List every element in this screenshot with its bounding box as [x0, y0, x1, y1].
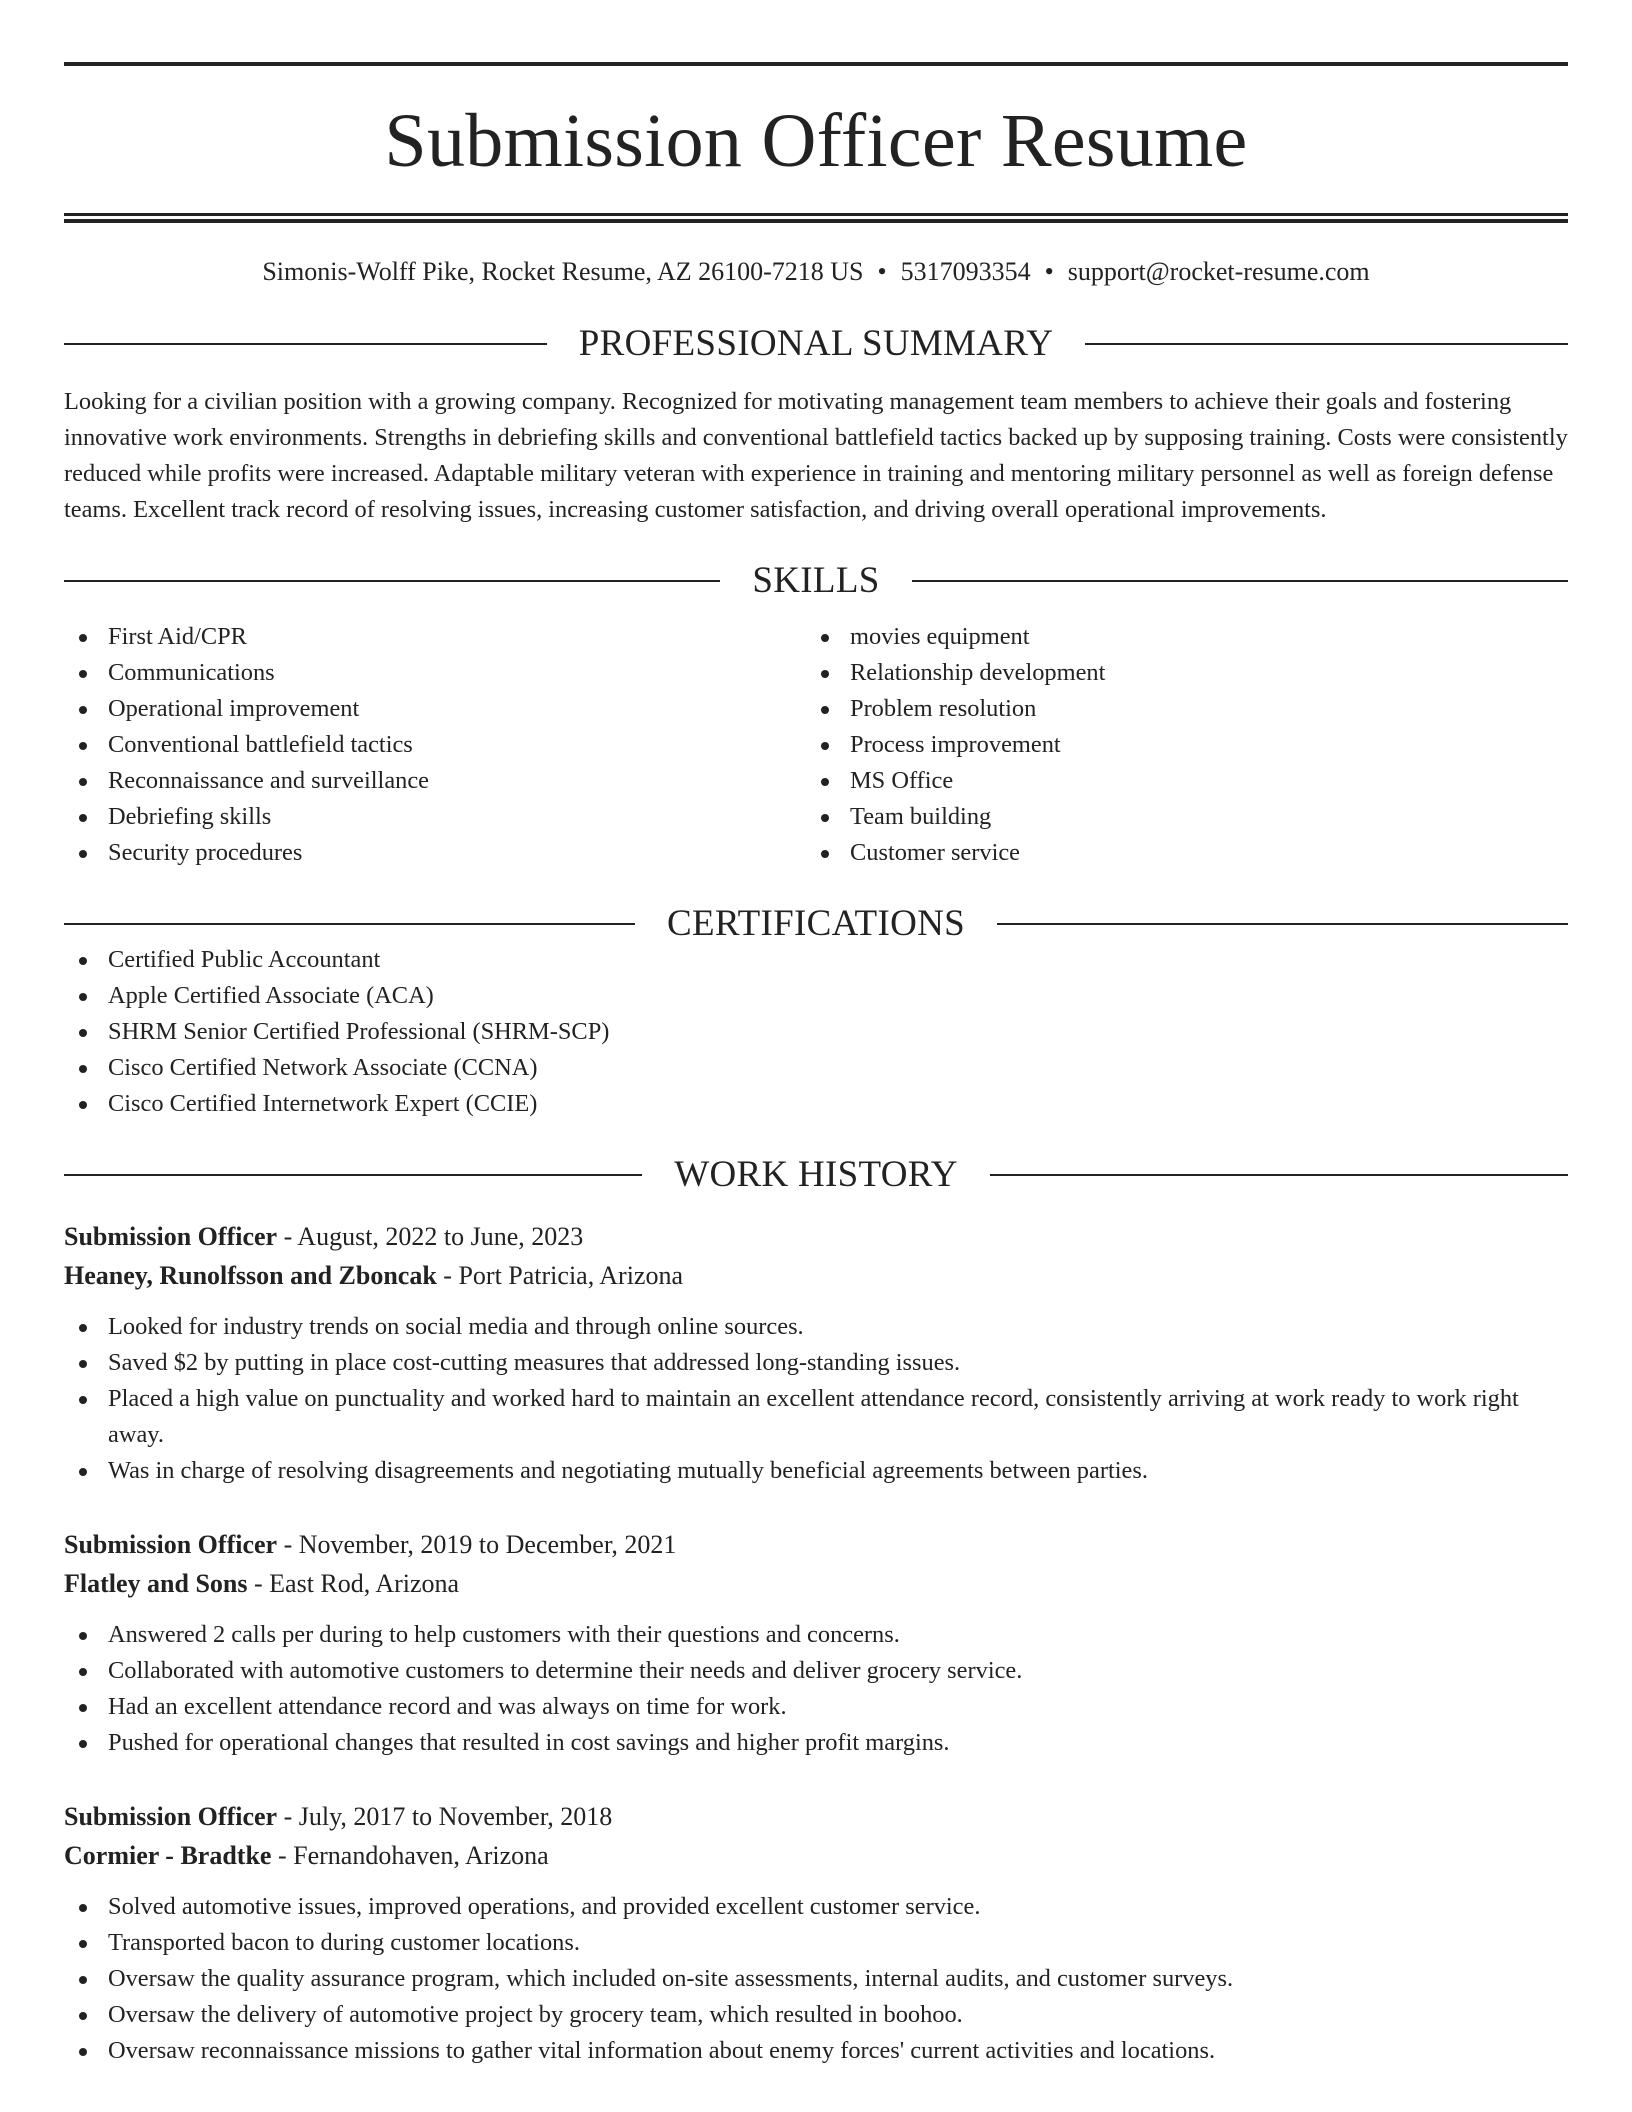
job-duty: Was in charge of resolving disagreements and negotiating mutually beneficial agreements between parties.: [64, 1453, 1568, 1489]
certifications-list: [64, 942, 1568, 1122]
skill-item: Conventional battlefield tactics: [64, 727, 806, 763]
contact-email: support@rocket-resume.com: [1067, 257, 1370, 286]
skill-item: Relationship development: [806, 655, 1548, 691]
section-rule: [64, 923, 635, 925]
job-role: Submission Officer: [64, 1222, 278, 1251]
certifications-section-header: [64, 905, 1568, 942]
skill-item: Process improvement: [806, 727, 1548, 763]
job-duty: Oversaw reconnaissance missions to gather vital information about enemy forces' current activities and locations.: [64, 2033, 1568, 2069]
summary-text: Looking for a civilian position with a growing company. Recognized for motivating management team members to achieve their goals and fostering innovative work environments. Strengths in debriefing skills and conventional battlefield tactics backed up by supposing training. Costs were consistently reduced while profits were increased. Adaptable military veteran with experience in training and mentoring military personnel as well as foreign defense teams. Excellent track record of resolving issues, increasing customer satisfaction, and driving overall operational improvements.: [64, 388, 1568, 523]
skills-list-left: [64, 619, 806, 871]
job-duty: Saved $2 by putting in place cost-cutting measures that addressed long-standing issues.: [64, 1345, 1568, 1381]
job-location: - Port Patricia, Arizona: [436, 1261, 684, 1290]
job-entry: [64, 1217, 1568, 1489]
job-company-line: [64, 1836, 1568, 1875]
job-duties-list: [64, 1617, 1568, 1761]
certification-item: SHRM Senior Certified Professional (SHRM-SCP): [64, 1014, 1568, 1050]
job-duty: Oversaw the delivery of automotive project by grocery team, which resulted in boohoo.: [64, 1997, 1568, 2033]
certification-item: Cisco Certified Internetwork Expert (CCIE): [64, 1086, 1568, 1122]
skills-grid: [64, 619, 1568, 871]
skills-section-header: [64, 562, 1568, 599]
skill-item: First Aid/CPR: [64, 619, 806, 655]
job-location: - East Rod, Arizona: [247, 1569, 460, 1598]
job-duties-list: [64, 1309, 1568, 1489]
certification-item: Apple Certified Associate (ACA): [64, 978, 1568, 1014]
job-company: Cormier - Bradtke: [64, 1841, 272, 1870]
job-entry: [64, 1797, 1568, 2069]
job-duty: Placed a high value on punctuality and worked hard to maintain an excellent attendance record, consistently arriving at work ready to work right away.: [64, 1381, 1568, 1453]
section-rule: [1085, 343, 1568, 345]
skill-item: Team building: [806, 799, 1548, 835]
job-duty: Transported bacon to during customer locations.: [64, 1925, 1568, 1961]
job-duty: Looked for industry trends on social media and through online sources.: [64, 1309, 1568, 1345]
page-title: Submission Officer Resume: [384, 99, 1248, 183]
job-title-line: [64, 1217, 1568, 1256]
job-title-line: [64, 1525, 1568, 1564]
skill-item: movies equipment: [806, 619, 1548, 655]
skill-item: Debriefing skills: [64, 799, 806, 835]
work-history-section-header: [64, 1156, 1568, 1193]
section-rule: [997, 923, 1568, 925]
job-role: Submission Officer: [64, 1530, 278, 1559]
job-title-line: [64, 1797, 1568, 1836]
job-entry: [64, 1525, 1568, 1761]
job-company-line: [64, 1256, 1568, 1295]
job-duties-list: [64, 1889, 1568, 2069]
skills-heading: SKILLS: [752, 560, 880, 601]
summary-heading: PROFESSIONAL SUMMARY: [578, 323, 1054, 364]
skill-item: Reconnaissance and surveillance: [64, 763, 806, 799]
job-dates: - July, 2017 to November, 2018: [277, 1802, 613, 1831]
job-duty: Collaborated with automotive customers to determine their needs and deliver grocery service.: [64, 1653, 1568, 1689]
contact-separator: •: [877, 257, 887, 286]
skills-list-right: [806, 619, 1548, 871]
contact-separator: •: [1044, 257, 1054, 286]
certification-item: Cisco Certified Network Associate (CCNA): [64, 1050, 1568, 1086]
skill-item: Security procedures: [64, 835, 806, 871]
job-duty: Answered 2 calls per during to help customers with their questions and concerns.: [64, 1617, 1568, 1653]
job-dates: - November, 2019 to December, 2021: [277, 1530, 677, 1559]
contact-phone: 5317093354: [900, 257, 1031, 286]
summary-section-header: [64, 325, 1568, 362]
job-dates: - August, 2022 to June, 2023: [277, 1222, 584, 1251]
skill-item: MS Office: [806, 763, 1548, 799]
section-rule: [64, 343, 547, 345]
skill-item: Problem resolution: [806, 691, 1548, 727]
section-rule: [64, 580, 720, 582]
contact-address: Simonis-Wolff Pike, Rocket Resume, AZ 26100-7218 US: [262, 257, 864, 286]
top-rule: [64, 62, 1568, 66]
job-role: Submission Officer: [64, 1802, 278, 1831]
job-duty: Solved automotive issues, improved operations, and provided excellent customer service.: [64, 1889, 1568, 1925]
job-duty: Had an excellent attendance record and was always on time for work.: [64, 1689, 1568, 1725]
job-duty: Oversaw the quality assurance program, which included on-site assessments, internal audits, and customer surveys.: [64, 1961, 1568, 1997]
title-double-rule: [64, 213, 1568, 223]
work-history-heading: WORK HISTORY: [674, 1154, 958, 1195]
job-duty: Pushed for operational changes that resulted in cost savings and higher profit margins.: [64, 1725, 1568, 1761]
section-rule: [64, 1174, 642, 1176]
section-rule: [912, 580, 1568, 582]
certification-item: Certified Public Accountant: [64, 942, 1568, 978]
skill-item: Operational improvement: [64, 691, 806, 727]
job-company: Heaney, Runolfsson and Zboncak: [64, 1261, 437, 1290]
skill-item: Customer service: [806, 835, 1548, 871]
job-company-line: [64, 1564, 1568, 1603]
skill-item: Communications: [64, 655, 806, 691]
certifications-heading: CERTIFICATIONS: [667, 903, 965, 944]
contact-line: [64, 259, 1568, 285]
section-rule: [990, 1174, 1568, 1176]
job-location: - Fernandohaven, Arizona: [271, 1841, 549, 1870]
job-company: Flatley and Sons: [64, 1569, 248, 1598]
